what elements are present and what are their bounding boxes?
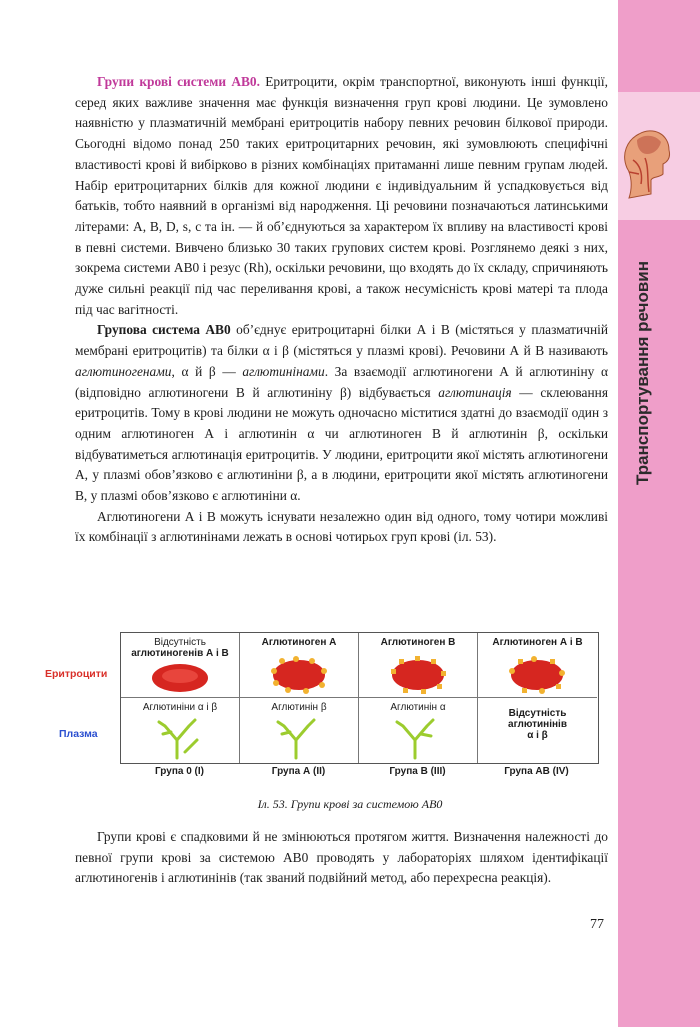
cell-label: Аглютиноген В [380,637,456,648]
paragraph-blood-groups [75,72,608,320]
paragraph-combinations [75,507,608,548]
paragraph-lead: Групова система АВ0 [97,322,231,338]
cell-label-line: аглютинінів [508,719,567,730]
paragraph-text: Групи крові є спадковими й не змінюються протягом життя. Визначення належності до певної групи крові за системою АВ0 проводять у лабораторіях шляхом ідентифікації аглютиногенів і аглютинінів (так званий подвійний метод, або перехресна реакція). [75,829,608,886]
antibody-icon [393,716,443,760]
main-text-bottom [75,827,608,889]
erythrocyte-b-icon [385,651,451,695]
cell-label: Аглютиноген А [261,637,337,648]
page-number: 77 [590,917,604,932]
cell-plasma-ab [478,698,597,763]
cell-label-line: α і β [527,730,548,741]
antibody-icon [155,716,205,760]
cell-plasma-0 [121,698,240,763]
erythrocyte-icon [149,661,211,695]
group-label-a: Група А (ІІ) [271,766,326,777]
cell-erythrocyte-ab [478,633,597,698]
group-label-b: Група В (ІІІ) [389,766,446,777]
paragraph-text: об’єднує еритроцитарні білки А і В (містяться у плазматичній мембрані еритроцитів) та білки α і β (містяться у плазмі крові). Речовини А й В називають [75,322,608,359]
cell-label: Аглютинін α [390,702,446,713]
paragraph-ab0 [75,320,608,506]
paragraph-heredity [75,827,608,889]
cell-label [121,637,239,659]
term-agglutinogens: аглютиногенами [75,363,172,379]
figure-grid [120,632,599,764]
section-heading: Групи крові системи АВ0. [97,74,260,89]
group-label-0: Група 0 (І) [155,766,204,777]
erythrocyte-a-icon [266,651,332,695]
figure-caption: Іл. 53. Групи крові за системою АВ0 [257,797,443,811]
paragraph-text: — склеювання еритроцитів. Тому в крові людини не можуть одночасно міститися здатні до взаємодії один з одним аглютиноген А і аглютинін α чи аглютиноген В й аглютинін β, оскільки відбуватиметься аглютинація еритроцитів. У людини, еритроцити якої містять аглютиногени А, у плазмі обов’язково є аглютиніни β, а в людини, еритроцити якої містять аглютиногени В, у плазмі обов’язково є аглютиніни α. [75,384,608,504]
cell-erythrocyte-a [240,633,359,698]
figure-blood-groups [45,632,605,782]
cell-label-line: аглютиногенів А і В [131,648,229,659]
cell-label: Аглютинін β [271,702,327,713]
cell-plasma-b [359,698,478,763]
head-anatomy-icon [619,124,675,204]
cell-label [478,708,597,741]
row-label-erythrocytes: Еритроцити [45,668,108,680]
cell-erythrocyte-b [359,633,478,698]
paragraph-text: . За взаємодії аглютиногени А й аглютиніну α (відповідно аглютиногени В й аглютиніну β) відбувається [75,363,609,400]
row-label-plasma: Плазма [59,728,98,740]
paragraph-text: Аглютиногени А і В можуть існувати незалежно один від одного, тому чотири можливі їх комбінації з аглютинінами лежать в основі чотирьох груп крові (іл. 53). [75,508,608,545]
erythrocyte-ab-icon [504,651,570,695]
main-text [75,72,608,548]
antibody-icon [274,716,324,760]
cell-label-line: Відсутність [154,637,206,648]
cell-plasma-a [240,698,359,763]
paragraph-text: , α й β — [171,363,243,379]
paragraph-text: Еритроцити, окрім транспортної, виконують інші функції, серед яких важливе значення має функція визначення груп крові людини. Це зумовлено наявністю у плазматичній мембрані еритроцитів набору певних речовин білкової природи. Сьогодні відомо понад 250 таких еритроцитарних речовин, які зумовлюють специфічні властивості крові й вибірково в різних комбінаціях притаманні лише певним групам людей. Набір еритроцитарних білків для кожної людини є індивідуальним й успадковується від батьків, тобто наявний в організмі від народження. Ці речовини позначаються латинськими літерами: А, В, D, s, с та ін. — й об’єднуються за характером їх впливу на властивості крові в певні системи. Вивчено близько 30 таких групових систем крові. Розглянемо деякі з них, зокрема системи АВ0 і резус (Rh), оскільки речовини, що входять до їх складу, спричиняють дуже сильні реакції під час переливання крові, а також несумісність крові матері та плода під час вагітності. [75,74,608,317]
term-agglutination: аглютинація [438,384,512,400]
cell-erythrocyte-0 [121,633,240,698]
term-agglutinins: аглютинінами [242,363,325,379]
cell-label: Аглютиноген А і В [492,637,583,648]
cell-label: Аглютиніни α і β [142,702,218,713]
sidebar-title: Транспортування речовин [633,261,652,486]
cell-label-line: Відсутність [508,708,567,719]
group-label-ab: Група АВ (IV) [504,766,569,777]
